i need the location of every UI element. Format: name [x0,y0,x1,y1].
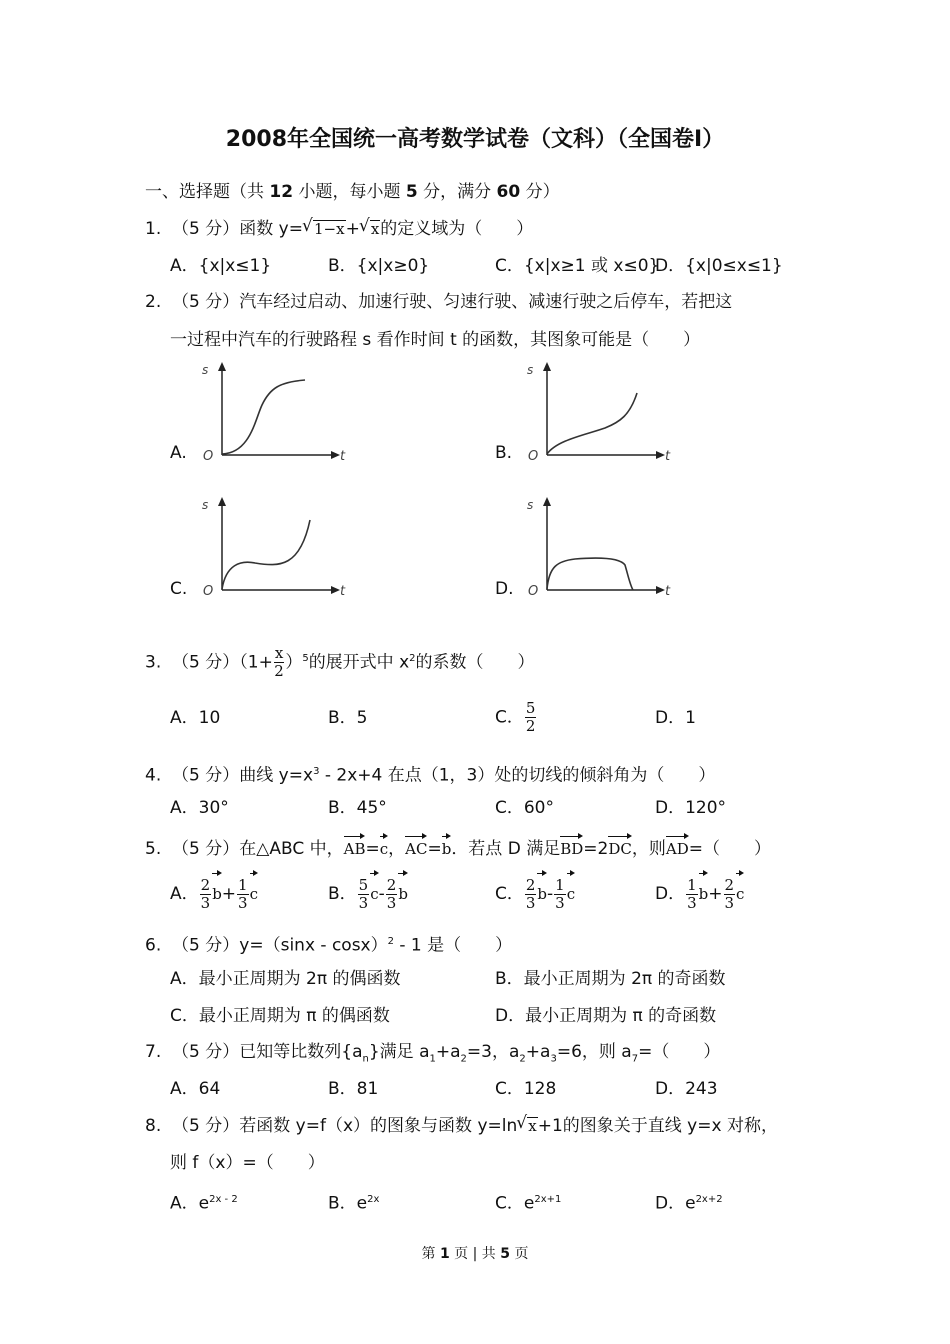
option-a[interactable]: A．30° [170,798,229,818]
fraction [686,877,698,912]
option-a[interactable]: A．64 [170,1079,221,1099]
subscript: 1 [429,1053,436,1065]
question-text: ） [285,652,303,673]
question-score: （5 分） [172,1116,240,1136]
operator: + [221,884,237,904]
numerator: 1 [555,875,565,894]
vector: b [212,870,222,914]
question-number: 7. [145,1042,162,1062]
option-label: C． [495,884,524,904]
vector-ac: AC [405,833,427,861]
question-score: （5 分） [172,652,240,673]
option-b[interactable]: B．81 [328,1079,379,1099]
vector: c [567,870,575,914]
x-axis-arrow [656,586,665,594]
curve [222,380,305,454]
option-label: C．e [495,1193,535,1214]
question-text: 的定义域为（ ） [380,219,534,239]
vector-ab: AB [344,833,366,861]
exponent: 2 [387,936,394,947]
option-label: B．e [328,1193,368,1214]
denominator: 3 [358,893,369,912]
denominator: 3 [555,893,565,912]
question-3 [145,645,535,680]
graph-option-a [200,360,350,470]
y-axis-label: s [527,498,534,512]
vector-b: b [442,833,452,861]
curve [547,393,637,454]
numerator: 2 [386,875,397,894]
option-c[interactable]: C．128 [495,1079,557,1099]
section-text: 小题，每小题 [293,182,406,202]
denominator: 2 [525,717,536,735]
question-score: （5 分） [172,219,240,239]
option-c[interactable] [495,870,575,914]
exponent: 5 [302,652,309,664]
option-d[interactable]: D．{x|0≤x≤1} [655,256,783,276]
question-score: （5 分） [172,935,240,956]
question-number: 8. [145,1116,162,1136]
question-text: 的展开式中 x [308,652,410,673]
section-text: 分，满分 [417,182,497,202]
curve [547,558,633,590]
denominator: 3 [200,893,211,912]
exponent: 2x+1 [534,1194,562,1205]
numerator: 1 [687,875,697,894]
option-a[interactable]: A．最小正周期为 2π 的偶函数 [170,969,401,989]
option-b[interactable]: B．最小正周期为 2π 的奇函数 [495,969,726,989]
option-label: C． [495,707,524,728]
question-text: =2 [583,839,609,859]
question-score: （5 分） [172,765,240,786]
plus-sign: + [345,219,360,239]
numerator: x [274,644,284,662]
sqrt-expression: √ x [527,1117,537,1134]
option-label: A．e [170,1193,210,1214]
page-total: 5 [500,1246,511,1262]
subscript: 3 [550,1053,557,1065]
question-6 [145,930,512,958]
option-b[interactable]: B. [495,443,513,463]
graph-option-b [525,360,675,470]
denominator: 3 [687,893,697,912]
question-text: }满足 a [368,1042,430,1062]
exponent: 2x [367,1194,380,1205]
option-d[interactable]: D．243 [655,1079,718,1099]
question-number: 4. [145,765,162,786]
question-number: 6. [145,935,162,956]
page-number: 1 [439,1246,450,1262]
question-text: （1+ [239,652,273,673]
subscript: 7 [631,1053,639,1065]
option-c[interactable] [495,700,537,735]
exponent: 2 [409,652,416,664]
option-d[interactable]: D．120° [655,798,727,818]
x-axis-arrow [331,586,340,594]
origin-label: O [203,449,214,464]
numerator: 2 [724,875,735,894]
option-b[interactable] [328,870,408,914]
y-axis-label: s [527,363,534,377]
option-b[interactable]: B．45° [328,798,387,818]
question-text: 汽车经过启动、加速行驶、匀速行驶、减速行驶之后停车，若把这 [239,292,733,312]
question-text: +a [435,1042,461,1062]
denominator: 3 [724,893,735,912]
question-text: =3，a [466,1042,520,1062]
points-total: 60 [496,182,521,202]
question-text: +a [525,1042,551,1062]
curve [222,520,310,589]
graph-option-d [525,495,675,605]
numerator: 5 [525,699,536,717]
x-axis-label: t [665,584,671,599]
exponent: 2x - 2 [209,1194,238,1205]
vector: b [398,870,408,914]
question-text: - 2x+4 在点（1，3）处的切线的倾斜角为（ ） [319,765,716,786]
operator: + [708,884,723,904]
x-axis-label: t [665,449,671,464]
option-c[interactable]: C．60° [495,798,555,818]
question-2 [145,290,732,314]
numerator: 2 [200,875,211,894]
option-b[interactable] [328,1188,379,1216]
y-axis-arrow [543,362,551,371]
question-number: 3. [145,652,162,673]
fraction [358,877,370,912]
question-text: =6，则 a [556,1042,632,1062]
numerator: 1 [238,875,248,894]
question-number: 5. [145,839,162,859]
option-label: B． [328,884,357,904]
option-a[interactable]: A. [170,443,187,463]
denominator: 2 [274,662,284,680]
question-8 [145,1114,778,1138]
option-a[interactable] [170,1188,238,1216]
graph-option-c [200,495,350,605]
question-score: （5 分） [172,839,240,859]
option-a[interactable]: A．{x|x≤1} [170,256,272,276]
numerator: 5 [358,875,369,894]
question-text: 已知等比数列{a [239,1042,363,1062]
option-d[interactable] [655,1188,723,1216]
y-axis-label: s [202,363,209,377]
fraction [274,645,284,680]
question-text: 函数 y= [239,219,303,239]
x-axis-arrow [331,451,340,459]
vector-ad: AD [666,833,689,861]
question-4 [145,760,715,788]
y-axis-arrow [218,497,226,506]
page-title: 2008年全国统一高考数学试卷（文科）（全国卷Ⅰ） [225,127,725,152]
fraction [525,877,537,912]
option-b[interactable]: B．5 [328,708,368,728]
denominator: 3 [525,893,536,912]
section-text: 一、选择题（共 [145,182,270,202]
option-c[interactable] [495,1188,561,1216]
y-axis-label: s [202,498,209,512]
fraction [386,877,398,912]
denominator: 3 [386,893,397,912]
question-5: 5. （5 分）在△ABC 中，AB=c，AC=b．若点 D 满足BD=2DC，则AD=（ ） [145,833,771,861]
question-score: （5 分） [172,292,240,312]
x-axis-label: t [340,584,346,599]
option-c[interactable]: C．{x|x≥1 或 x≤0} [495,256,660,276]
sqrt-expression: √ 1−x [313,220,346,237]
question-text: - 1 是（ ） [393,935,513,956]
sqrt-expression: √ x [370,220,380,237]
question-text: 若函数 y=f（x）的图象与函数 y=ln [239,1116,518,1136]
x-axis-label: t [340,449,346,464]
points-each: 5 [405,182,418,202]
question-text: y=（sinx - cosx） [239,935,388,956]
footer-text: 页 | 共 [449,1246,501,1262]
option-c[interactable]: C. [170,579,188,599]
question-1 [145,217,533,241]
page-footer [0,1242,950,1266]
option-label: D．e [655,1193,696,1214]
vector: c [736,870,744,914]
fraction [237,877,249,912]
question-7 [145,1040,720,1071]
vector: c [370,870,378,914]
origin-label: O [203,584,214,599]
option-d[interactable]: D．最小正周期为 π 的奇函数 [495,1006,717,1026]
vector-c: c [380,833,388,861]
question-score: （5 分） [172,1042,240,1062]
vector: b [537,870,547,914]
x-axis-arrow [656,451,665,459]
vector-bd: BD [560,833,583,861]
question-text: =（ ） [688,839,771,859]
fraction [200,877,212,912]
exponent: 2x+2 [695,1194,723,1205]
option-a[interactable] [170,870,258,914]
footer-text: 第 [421,1246,440,1262]
fraction [554,877,566,912]
question-text: 曲线 y=x [239,765,314,786]
option-a[interactable]: A．10 [170,708,221,728]
option-b[interactable]: B．{x|x≥0} [328,256,430,276]
option-label: D． [655,884,686,904]
vector-dc: DC [608,833,632,861]
option-c[interactable]: C．最小正周期为 π 的偶函数 [170,1006,390,1026]
subscript: 2 [519,1053,526,1065]
origin-label: O [528,584,539,599]
question-text: ．若点 D 满足 [451,839,561,859]
question-number: 1. [145,219,162,239]
section-header [145,180,560,204]
question-text: +1的图象关于直线 y=x 对称， [537,1116,778,1136]
y-axis-arrow [543,497,551,506]
denominator: 3 [238,893,248,912]
fraction [724,877,736,912]
exponent: 3 [313,766,320,777]
question-text: ，则 [631,839,666,859]
vector: c [250,870,258,914]
fraction [525,700,537,735]
section-text: 分） [520,182,560,202]
operator: - [547,884,554,904]
question-text: =（ ） [638,1042,721,1062]
vector: b [699,870,709,914]
subscript: 2 [460,1053,467,1065]
question-text: 在△ABC 中， [239,839,344,859]
question-text: 则 f（x）=（ ） [170,1153,325,1173]
y-axis-arrow [218,362,226,371]
question-number: 2. [145,292,162,312]
origin-label: O [528,449,539,464]
numerator: 2 [525,875,536,894]
operator: - [378,884,385,904]
subscript: n [362,1053,369,1065]
question-text: 的系数（ ） [415,652,535,673]
footer-text: 页 [510,1246,529,1262]
question-text: 一过程中汽车的行驶路程 s 看作时间 t 的函数，其图象可能是（ ） [170,330,701,350]
option-d[interactable]: D. [495,579,514,599]
option-d[interactable]: D．1 [655,708,696,728]
option-label: A． [170,884,199,904]
option-d[interactable] [655,870,744,914]
question-count: 12 [269,182,294,202]
